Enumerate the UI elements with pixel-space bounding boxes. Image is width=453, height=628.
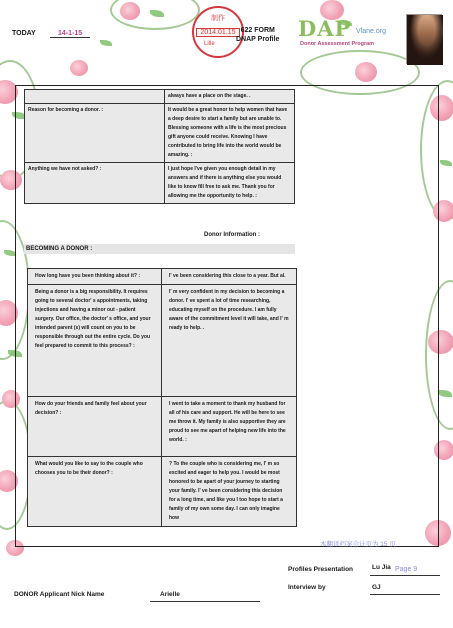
watermark-text: 本翻译档案会计页为 15 页	[320, 541, 396, 548]
table-cell-question: Being a donor is a big responsibility. It requires going to several doctor' s appointments, taking injections and having a minor out - patient surgery. Our office, the doctor' s office, and your intended parent (s) will count on you to be responsible through out the entire cycle. Do you feel prepared to commit to this process? :	[28, 285, 162, 397]
becoming-donor-title: BECOMING A DONOR :	[24, 244, 295, 254]
table-row	[25, 163, 295, 204]
form-title	[236, 26, 279, 44]
table-cell-answer: I went to take a moment to thank my husband for all of his care and support. He will be here to see me throw it. My family is also supportive they are proud to see me apart of helping new life into the world. :	[162, 397, 297, 457]
table-row	[28, 397, 297, 457]
stamp-date: 2014.01.15	[196, 28, 240, 37]
today-date: 14-1-15	[50, 30, 90, 38]
table-cell-question: Anything we have not asked? :	[25, 163, 165, 204]
table-cell-question: How do your friends and family feel about your decision? :	[28, 397, 162, 457]
table-cell-answer: ? To the couple who is considering me, I' m so excited and eager to help you. I would be most honored to be apart of your journey to starting your family. I' ve been considering this decision for a long time, and like you I too hope to start a family of my own some day. I can only imagine how	[162, 457, 297, 527]
interview-label: Interview by	[288, 584, 326, 591]
table-cell-answer: I' m very confident in my decision to becoming a donor. I' ve spent a lot of time researching, educating myself on the procedure. I am fully aware of the commitment level it will take, and I' m ready to help. .	[162, 285, 297, 397]
table-row	[28, 457, 297, 527]
presentation-value: Lu Jia	[372, 564, 391, 571]
table-cell-answer: I' ve been considering this close to a year. But al.	[162, 269, 297, 285]
nick-name-label: DONOR Applicant Nick Name	[14, 591, 105, 598]
donor-table	[27, 268, 297, 527]
table-cell-question: Reason for becoming a donor. :	[25, 104, 165, 163]
table-row	[25, 90, 295, 104]
presentation-underline	[370, 575, 440, 576]
brand-logo	[298, 16, 408, 47]
donor-photo	[406, 14, 442, 64]
form-title-line2: DNAP Profile	[236, 36, 280, 43]
nick-name-underline	[150, 601, 260, 602]
nick-name-value: Arielle	[160, 591, 180, 598]
today-label: TODAY	[12, 30, 36, 37]
stamp-bottom-text: Lille	[204, 41, 215, 47]
table-cell-answer: It would be a great honor to help women that have a deep desire to start a family but are unable to. Blessing someone with a life is the most precious gift anyone could receive. Knowing I have contributed to bring life into the world would be amazing. :	[165, 104, 295, 163]
page-number: Page 9	[395, 566, 418, 573]
stamp-top-text: 制作	[211, 15, 225, 22]
table-cell-answer: I just hope I've given you enough detail in my answers and if there is anything else you would like to know fill free to ask me. Thank you for allowing me the opportunity to help. :	[165, 163, 295, 204]
table-cell-question: How long have you been thinking about it? :	[28, 269, 162, 285]
table-cell-question	[25, 90, 165, 104]
form-title-line1: 622 FORM	[240, 27, 275, 34]
profile-table	[24, 89, 295, 204]
table-cell-question: What would you like to say to the couple who chooses you to be their donor? :	[28, 457, 162, 527]
table-row	[28, 285, 297, 397]
presentation-label: Profiles Presentation	[288, 566, 354, 573]
table-row	[28, 269, 297, 285]
donor-information-title: Donor Information :	[204, 232, 260, 238]
interview-underline	[370, 594, 440, 595]
interview-value: GJ	[372, 584, 381, 591]
table-row	[25, 104, 295, 163]
brand-domain: Vlane.org	[356, 28, 386, 35]
table-cell-answer: always have a place on the stage. .	[165, 90, 295, 104]
brand-subtitle: Donor Assessment Program	[300, 41, 375, 47]
brand-main: DAP	[298, 16, 352, 41]
